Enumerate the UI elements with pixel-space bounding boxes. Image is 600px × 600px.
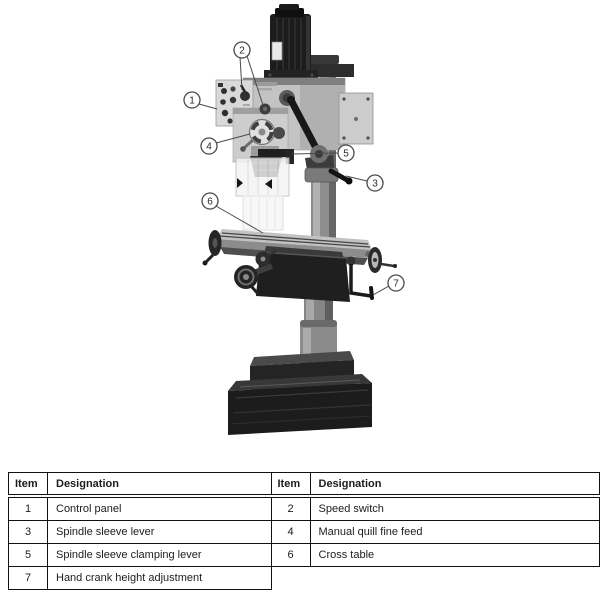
callout-7 <box>388 275 404 291</box>
callout-6 <box>202 193 218 209</box>
callout-5-label: 5 <box>343 148 349 160</box>
callout-4-label: 4 <box>206 141 212 153</box>
item-cell: 7 <box>9 567 48 590</box>
table-row <box>9 521 272 544</box>
callout-3 <box>367 175 383 191</box>
parts-table-left <box>8 472 272 590</box>
callout-5 <box>338 145 354 161</box>
header-item: Item <box>9 473 48 497</box>
callout-3-label: 3 <box>372 178 378 190</box>
table-handwheel-right <box>366 247 397 273</box>
item-cell: 4 <box>271 521 310 544</box>
callout-7-label: 7 <box>393 278 399 290</box>
speed-switch-box <box>339 93 373 144</box>
designation-cell: Speed switch <box>310 496 599 521</box>
designation-cell: Cross table <box>310 544 599 567</box>
callout-4 <box>201 138 217 154</box>
parts-table <box>8 472 600 590</box>
table-handwheel-left <box>203 230 222 266</box>
motor <box>264 4 318 80</box>
item-cell: 1 <box>9 496 48 521</box>
callout-2-label: 2 <box>239 45 245 57</box>
callout-1 <box>184 92 200 108</box>
clamp-handle <box>305 168 353 185</box>
table-row <box>9 496 272 521</box>
parts-table-right <box>271 472 600 567</box>
header-designation: Designation <box>310 473 599 497</box>
designation-cell: Spindle sleeve clamping lever <box>48 544 272 567</box>
designation-cell: Control panel <box>48 496 272 521</box>
callout-2 <box>234 42 250 58</box>
cross-table <box>203 229 398 302</box>
designation-cell: Manual quill fine feed <box>310 521 599 544</box>
chuck-guard <box>236 158 289 230</box>
table-header-row <box>271 473 599 497</box>
callout-1-label: 1 <box>189 95 195 107</box>
table-row <box>9 544 272 567</box>
item-cell: 5 <box>9 544 48 567</box>
table-row <box>271 496 599 521</box>
table-header-row <box>9 473 272 497</box>
header-designation: Designation <box>48 473 272 497</box>
item-cell: 6 <box>271 544 310 567</box>
motor-label <box>272 42 282 60</box>
designation-cell: Spindle sleeve lever <box>48 521 272 544</box>
item-cell: 3 <box>9 521 48 544</box>
table-row <box>271 544 599 567</box>
designation-cell: Hand crank height adjustment <box>48 567 272 590</box>
table-row <box>9 567 272 590</box>
item-cell: 2 <box>271 496 310 521</box>
base <box>228 351 372 435</box>
header-item: Item <box>271 473 310 497</box>
table-row <box>271 521 599 544</box>
callout-6-label: 6 <box>207 196 213 208</box>
